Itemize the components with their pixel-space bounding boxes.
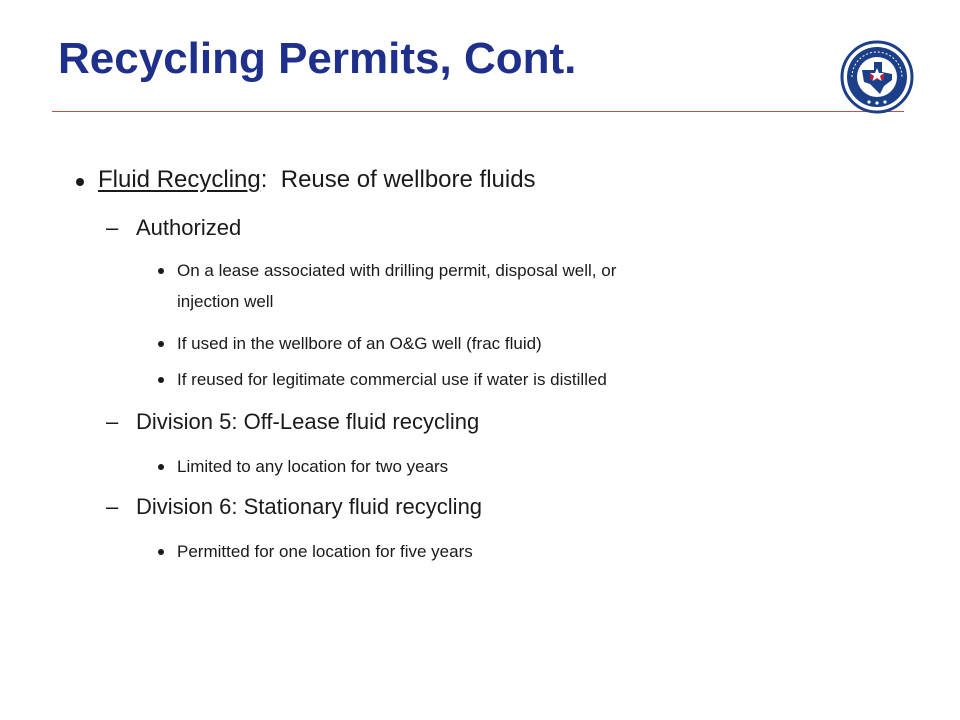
fluid-recycling-term: Fluid Recycling xyxy=(98,166,261,193)
authorized-item-1a: On a lease associated with drilling permit, disposal well, or xyxy=(177,261,617,280)
division6-label: Division 6: Stationary fluid recycling xyxy=(136,494,483,519)
bullet-dot xyxy=(158,377,164,383)
authorized-item-2: If used in the wellbore of an O&G well (frac fluid) xyxy=(177,334,542,353)
dash-icon: – xyxy=(106,494,119,519)
bullet-dot xyxy=(76,178,84,186)
division5-label: Division 5: Off-Lease fluid recycling xyxy=(136,409,480,434)
division5-item-1: Limited to any location for two years xyxy=(177,457,449,476)
bullet-dot xyxy=(158,341,164,347)
bullet-dot xyxy=(158,268,164,274)
authorized-item-1b: injection well xyxy=(177,292,274,311)
bullet-dot xyxy=(158,549,164,555)
slide-title: Recycling Permits, Cont. xyxy=(58,34,577,83)
dash-icon: – xyxy=(106,215,119,240)
dash-icon: – xyxy=(106,409,119,434)
authorized-item-3: If reused for legitimate commercial use if water is distilled xyxy=(177,370,607,389)
railroad-commission-seal-icon xyxy=(840,40,914,114)
bullet-dot xyxy=(158,464,164,470)
main-bullet xyxy=(98,166,536,194)
authorized-label: Authorized xyxy=(136,215,242,240)
division6-item-1: Permitted for one location for five years xyxy=(177,542,473,561)
fluid-recycling-description: Reuse of wellbore fluids xyxy=(280,166,536,193)
title-divider xyxy=(52,111,904,112)
term-separator: : xyxy=(260,166,268,193)
